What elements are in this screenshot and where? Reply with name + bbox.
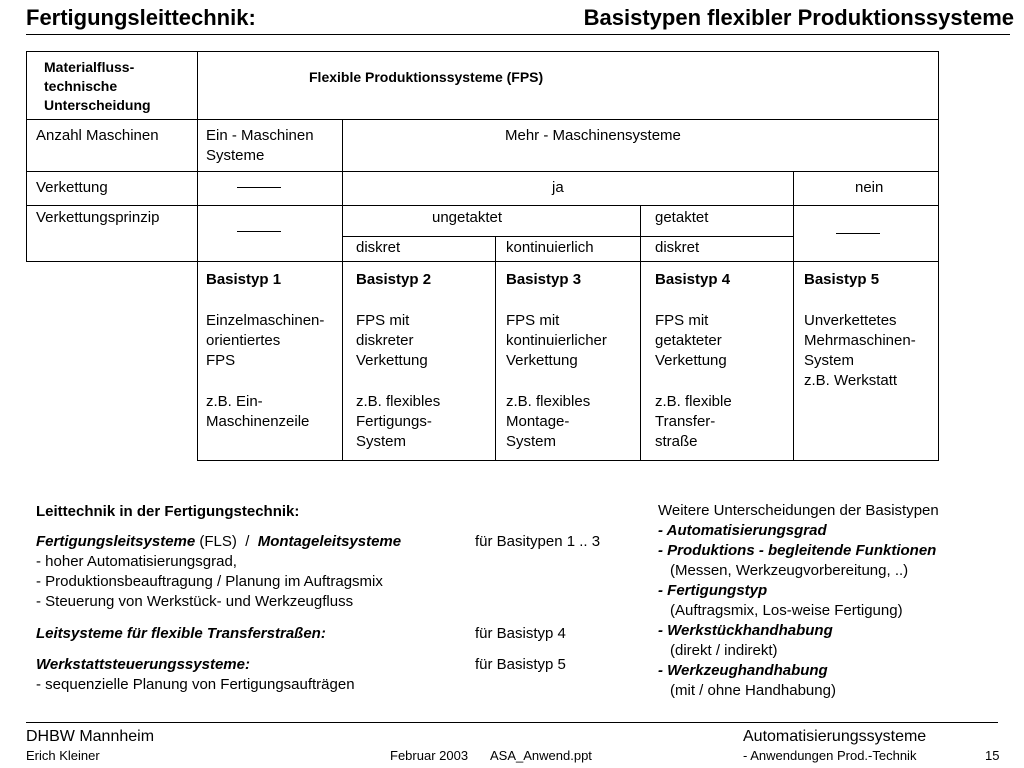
footer-page: 15 — [985, 748, 1000, 763]
mls-term: Montageleitsysteme — [257, 533, 402, 550]
werkstatt-for: für Basistyp 5 — [475, 656, 566, 673]
fls-term: Fertigungsleitsysteme — [36, 533, 196, 550]
verkettung-label: Verkettung — [36, 179, 108, 196]
basistyp-1: Basistyp 1 Einzelmaschinen- orientiertes FPS z.B. Ein- Maschinenzeile — [206, 271, 325, 430]
fls-abbr: (FLS) / — [195, 533, 258, 550]
verkettung-nein: nein — [855, 179, 884, 196]
basistyp-title: Basistyp 5 — [804, 271, 880, 288]
basistyp-title: Basistyp 4 — [655, 271, 731, 288]
weitere-block: Weitere Unterscheidungen der Basistypen - Automatisierungsgrad - Produktions - begleitende Funktionen (Messen, Werkzeugvorbereitung, ..) - Fertigungstyp (Auftragsmix, Los-weise Fertigung) - Werkstückhandhabung (direkt / indirekt) - Werkzeughandhabung (mit / ohne Handhabung) — [658, 502, 939, 699]
ungetaktet-label: ungetaktet — [432, 209, 503, 226]
basistyp-3: Basistyp 3 FPS mit kontinuierlicher Verkettung z.B. flexibles Montage- System — [506, 271, 607, 450]
transfer-for: für Basistyp 4 — [475, 625, 566, 642]
footer-course: Automatisierungssysteme — [743, 728, 927, 745]
mehr-maschinen-systeme: Mehr - Maschinensysteme — [505, 127, 681, 144]
row-header-label: Materialfluss- technische Unterscheidung — [44, 59, 151, 113]
fls-line — [36, 532, 401, 552]
footer-date: Februar 2003 — [390, 748, 469, 763]
dash-verkettung — [237, 187, 281, 188]
dash-prinzip-5 — [836, 233, 880, 234]
basistyp-title: Basistyp 3 — [506, 271, 582, 288]
weitere-heading: Weitere Unterscheidungen der Basistypen — [658, 502, 939, 519]
werkstatt-term: Werkstattsteuerungssysteme: — [36, 656, 250, 673]
header-left-title: Fertigungsleittechnik: — [26, 5, 256, 30]
header-divider — [26, 34, 1010, 35]
leittechnik-heading: Leittechnik in der Fertigungstechnik: — [36, 503, 300, 520]
footer-divider — [26, 722, 998, 723]
footer-file: ASA_Anwend.ppt — [490, 748, 592, 763]
transfer-term: Leitsysteme für flexible Transferstraßen: — [36, 625, 326, 642]
diskret-1-label: diskret — [356, 239, 401, 256]
verkettung-ja: ja — [552, 179, 564, 196]
anzahl-label: Anzahl Maschinen — [36, 127, 159, 144]
footer-author: Erich Kleiner — [26, 748, 100, 763]
werkstatt-points: - sequenzielle Planung von Fertigungsaufträgen — [36, 676, 355, 693]
fls-points: - hoher Automatisierungsgrad, - Produktionsbeauftragung / Planung im Auftragsmix - Steuerung von Werkstück- und Werkzeugfluss — [36, 553, 383, 610]
ein-maschinen-systeme: Ein - Maschinen Systeme — [206, 127, 314, 164]
basistyp-4: Basistyp 4 FPS mit getakteter Verkettung z.B. flexible Transfer- straße — [655, 271, 732, 450]
kontinuierlich-label: kontinuierlich — [506, 239, 594, 256]
footer-org: DHBW Mannheim — [26, 728, 155, 745]
basistyp-5: Basistyp 5 Unverkettetes Mehrmaschinen- System z.B. Werkstatt — [804, 271, 916, 389]
dash-prinzip-1 — [237, 231, 281, 232]
header-right-title: Basistypen flexibler Produktionssysteme — [583, 5, 1014, 30]
basistyp-title: Basistyp 2 — [356, 271, 432, 288]
footer-chapter: - Anwendungen Prod.-Technik — [743, 748, 917, 763]
fls-for: für Basitypen 1 .. 3 — [475, 533, 601, 550]
verkettungsprinzip-label: Verkettungsprinzip — [36, 209, 160, 226]
fps-title: Flexible Produktionssysteme (FPS) — [309, 69, 544, 85]
getaktet-label: getaktet — [655, 209, 709, 226]
diskret-2-label: diskret — [655, 239, 700, 256]
basistyp-title: Basistyp 1 — [206, 271, 282, 288]
basistyp-2: Basistyp 2 FPS mit diskreter Verkettung z.B. flexibles Fertigungs- System — [356, 271, 441, 450]
